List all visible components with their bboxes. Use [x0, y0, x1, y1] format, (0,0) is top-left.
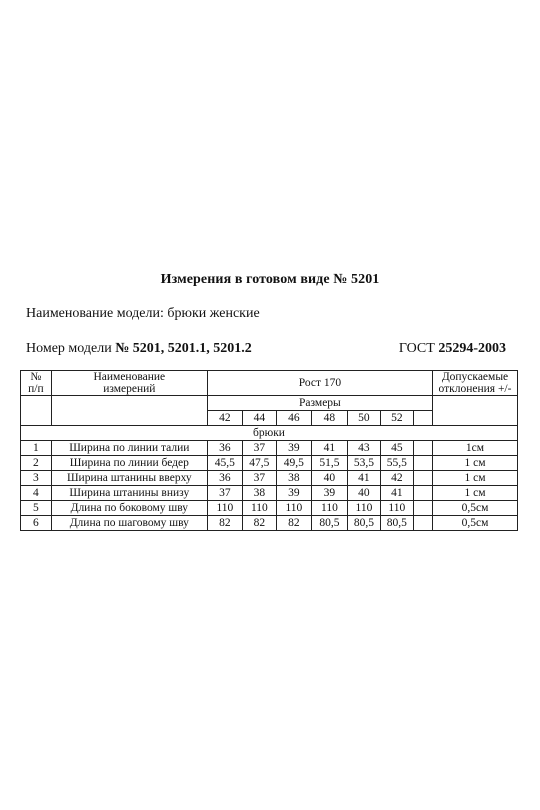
header-height-cell: Рост 170 — [207, 371, 432, 396]
header-tolerance-cell — [432, 371, 517, 396]
empty-cell — [413, 471, 432, 486]
size-cell: 42 — [207, 411, 242, 426]
value-cell: 42 — [380, 471, 413, 486]
gost-line — [399, 341, 506, 357]
row-number: 4 — [21, 486, 52, 501]
row-number: 2 — [21, 456, 52, 471]
value-cell: 40 — [311, 471, 347, 486]
value-cell: 49,5 — [276, 456, 311, 471]
value-cell: 39 — [276, 486, 311, 501]
table-row — [21, 441, 518, 456]
value-cell: 36 — [207, 471, 242, 486]
value-cell: 45,5 — [207, 456, 242, 471]
value-cell: 80,5 — [347, 516, 380, 531]
measurement-name: Ширина штанины вверху — [51, 471, 207, 486]
value-cell: 45 — [380, 441, 413, 456]
measurement-name: Ширина штанины внизу — [51, 486, 207, 501]
value-cell: 37 — [242, 471, 276, 486]
size-cell: 50 — [347, 411, 380, 426]
gost-value: 25294-2003 — [438, 341, 506, 356]
model-number-value: № 5201, 5201.1, 5201.2 — [115, 341, 252, 356]
measurement-name: Ширина по линии бедер — [51, 456, 207, 471]
category-cell: брюки — [21, 426, 518, 441]
size-cell: 44 — [242, 411, 276, 426]
value-cell: 82 — [242, 516, 276, 531]
tolerance-cell: 1 см — [432, 486, 517, 501]
tolerance-cell: 1см — [432, 441, 517, 456]
table-row — [21, 486, 518, 501]
header-tolerance-line2: отклонения +/- — [438, 383, 512, 395]
value-cell: 41 — [380, 486, 413, 501]
row-number: 6 — [21, 516, 52, 531]
value-cell: 36 — [207, 441, 242, 456]
value-cell: 43 — [347, 441, 380, 456]
value-cell: 110 — [311, 501, 347, 516]
header-num-line1: № — [30, 371, 42, 383]
value-cell: 41 — [311, 441, 347, 456]
row-number: 5 — [21, 501, 52, 516]
row-number: 3 — [21, 471, 52, 486]
value-cell: 80,5 — [311, 516, 347, 531]
empty-cell — [21, 396, 52, 426]
value-cell: 55,5 — [380, 456, 413, 471]
tolerance-cell: 0,5см — [432, 516, 517, 531]
table-row — [21, 456, 518, 471]
gost-prefix: ГОСТ — [398, 341, 439, 356]
model-number-prefix: Номер модели — [26, 341, 116, 356]
value-cell: 110 — [207, 501, 242, 516]
header-name-cell — [51, 371, 207, 396]
measurement-name: Длина по шаговому шву — [51, 516, 207, 531]
model-name-line: Наименование модели: брюки женские — [26, 306, 260, 321]
empty-cell — [413, 486, 432, 501]
tolerance-cell: 0,5см — [432, 501, 517, 516]
empty-cell — [413, 456, 432, 471]
table-row — [21, 471, 518, 486]
measurement-name: Длина по боковому шву — [51, 501, 207, 516]
value-cell: 110 — [380, 501, 413, 516]
measurement-name: Ширина по линии талии — [51, 441, 207, 456]
sizes-label-row — [21, 396, 518, 411]
tolerance-cell: 1 см — [432, 456, 517, 471]
header-tolerance-line1: Допускаемые — [441, 371, 509, 383]
value-cell: 40 — [347, 486, 380, 501]
row-number: 1 — [21, 441, 52, 456]
value-cell: 41 — [347, 471, 380, 486]
size-cell: 48 — [311, 411, 347, 426]
tolerance-cell: 1 см — [432, 471, 517, 486]
value-cell: 39 — [311, 486, 347, 501]
header-num-cell — [21, 371, 52, 396]
header-num-line2: п/п — [28, 383, 44, 395]
value-cell: 82 — [276, 516, 311, 531]
measurements-table — [20, 370, 518, 531]
model-number-line — [26, 341, 252, 357]
size-cell: 46 — [276, 411, 311, 426]
value-cell: 82 — [207, 516, 242, 531]
value-cell: 53,5 — [347, 456, 380, 471]
header-name-line1: Наименование — [93, 371, 166, 383]
empty-cell — [432, 396, 517, 426]
value-cell: 110 — [347, 501, 380, 516]
empty-cell — [413, 501, 432, 516]
value-cell: 37 — [242, 441, 276, 456]
sizes-label-cell: Размеры — [207, 396, 432, 411]
empty-cell — [413, 411, 432, 426]
table-row — [21, 516, 518, 531]
value-cell: 110 — [276, 501, 311, 516]
table-row — [21, 501, 518, 516]
header-name-line2: измерений — [103, 383, 156, 395]
value-cell: 47,5 — [242, 456, 276, 471]
value-cell: 51,5 — [311, 456, 347, 471]
category-row — [21, 426, 518, 441]
value-cell: 110 — [242, 501, 276, 516]
value-cell: 37 — [207, 486, 242, 501]
size-cell: 52 — [380, 411, 413, 426]
value-cell: 80,5 — [380, 516, 413, 531]
value-cell: 39 — [276, 441, 311, 456]
value-cell: 38 — [276, 471, 311, 486]
document-title: Измерения в готовом виде № 5201 — [160, 272, 380, 287]
empty-cell — [413, 441, 432, 456]
empty-cell — [413, 516, 432, 531]
empty-cell — [51, 396, 207, 426]
value-cell: 38 — [242, 486, 276, 501]
